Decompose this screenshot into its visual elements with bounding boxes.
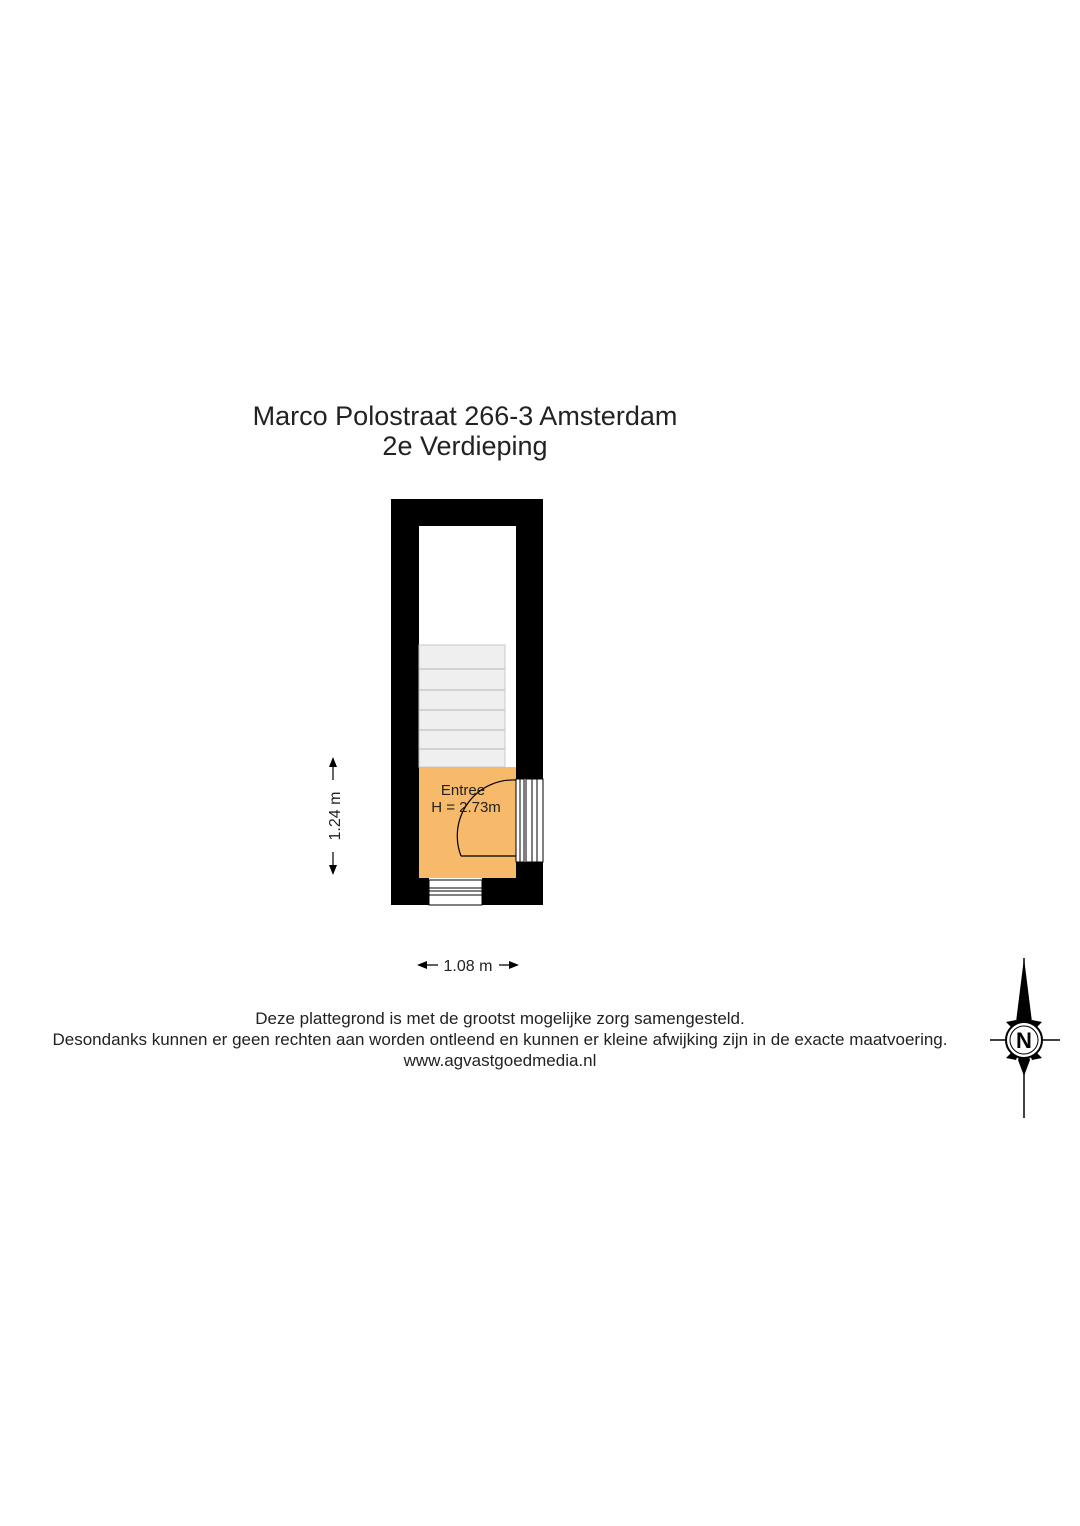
disclaimer-line1: Deze plattegrond is met de grootst mogelijke zorg samengesteld. [255, 1009, 745, 1028]
dimension-horizontal-label: 1.08 m [443, 958, 493, 975]
plan-title-address: Marco Polostraat 266-3 Amsterdam [252, 401, 678, 431]
dimension-vertical [327, 757, 344, 875]
north-arrow-icon [990, 958, 1060, 1118]
wall-right-upper [516, 499, 543, 779]
plan-title-floor: 2e Verdieping [382, 431, 548, 461]
window-bottom [429, 880, 482, 905]
room-label-entree: Entree [440, 782, 486, 799]
compass-label: N [1016, 1028, 1032, 1053]
room-label-height: H = 2.73m [431, 799, 501, 816]
disclaimer-line2: Desondanks kunnen er geen rechten aan worden ontleend en kunnen er kleine afwijking zijn in de exacte maatvoering. [52, 1030, 948, 1049]
dimension-vertical-label: 1.24 m [327, 791, 344, 841]
wall-bottom-left [391, 878, 429, 905]
wall-left [391, 499, 419, 905]
wall-bottom-right [482, 878, 543, 905]
dimension-horizontal [417, 958, 519, 975]
disclaimer-website: www.agvastgoedmedia.nl [403, 1051, 597, 1070]
staircase [419, 645, 505, 767]
